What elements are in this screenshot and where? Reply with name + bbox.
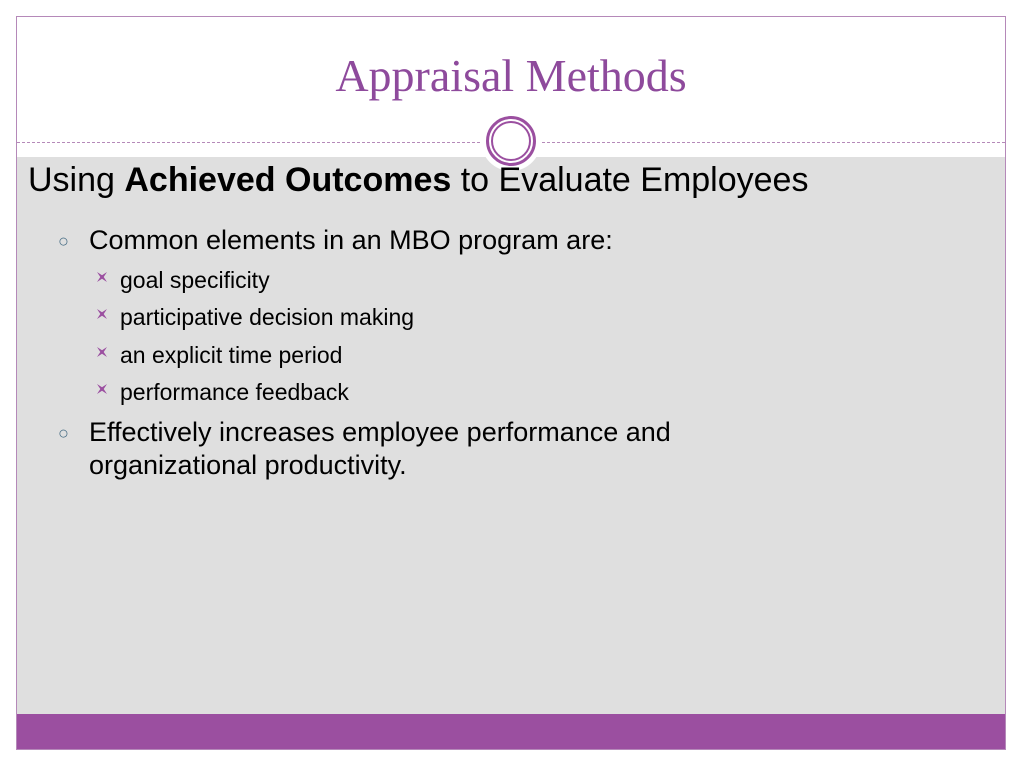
sub-bullet-text: goal specificity bbox=[120, 267, 270, 293]
sub-bullet-text: participative decision making bbox=[120, 304, 415, 330]
section-heading bbox=[28, 160, 808, 200]
sub-bullet-text: an explicit time period bbox=[120, 342, 343, 368]
bullet-item bbox=[58, 224, 818, 257]
sub-bullet-item bbox=[96, 377, 349, 407]
sub-bullet-item bbox=[96, 340, 342, 370]
sub-bullet-item bbox=[96, 265, 270, 295]
sub-bullet-text: performance feedback bbox=[120, 379, 349, 405]
bullet-item bbox=[58, 416, 798, 482]
x-star-bullet-icon bbox=[96, 383, 108, 395]
x-star-bullet-icon bbox=[96, 308, 108, 320]
hollow-circle-bullet-icon: ○ bbox=[58, 231, 69, 251]
heading-suffix: to Evaluate Employees bbox=[451, 161, 809, 199]
hollow-circle-bullet-icon: ○ bbox=[58, 423, 69, 443]
bullet-text: Common elements in an MBO program are: bbox=[89, 225, 613, 255]
heading-prefix: Using bbox=[28, 161, 125, 199]
x-star-bullet-icon bbox=[96, 346, 108, 358]
slide-title: Appraisal Methods bbox=[335, 50, 687, 101]
sub-bullet-item bbox=[96, 302, 414, 332]
footer-bar bbox=[17, 714, 1005, 749]
bullet-text: Effectively increases employee performance and organizational productivity. bbox=[89, 417, 671, 480]
inner-ring bbox=[491, 121, 531, 161]
x-star-bullet-icon bbox=[96, 271, 108, 283]
heading-bold: Achieved Outcomes bbox=[124, 161, 452, 199]
